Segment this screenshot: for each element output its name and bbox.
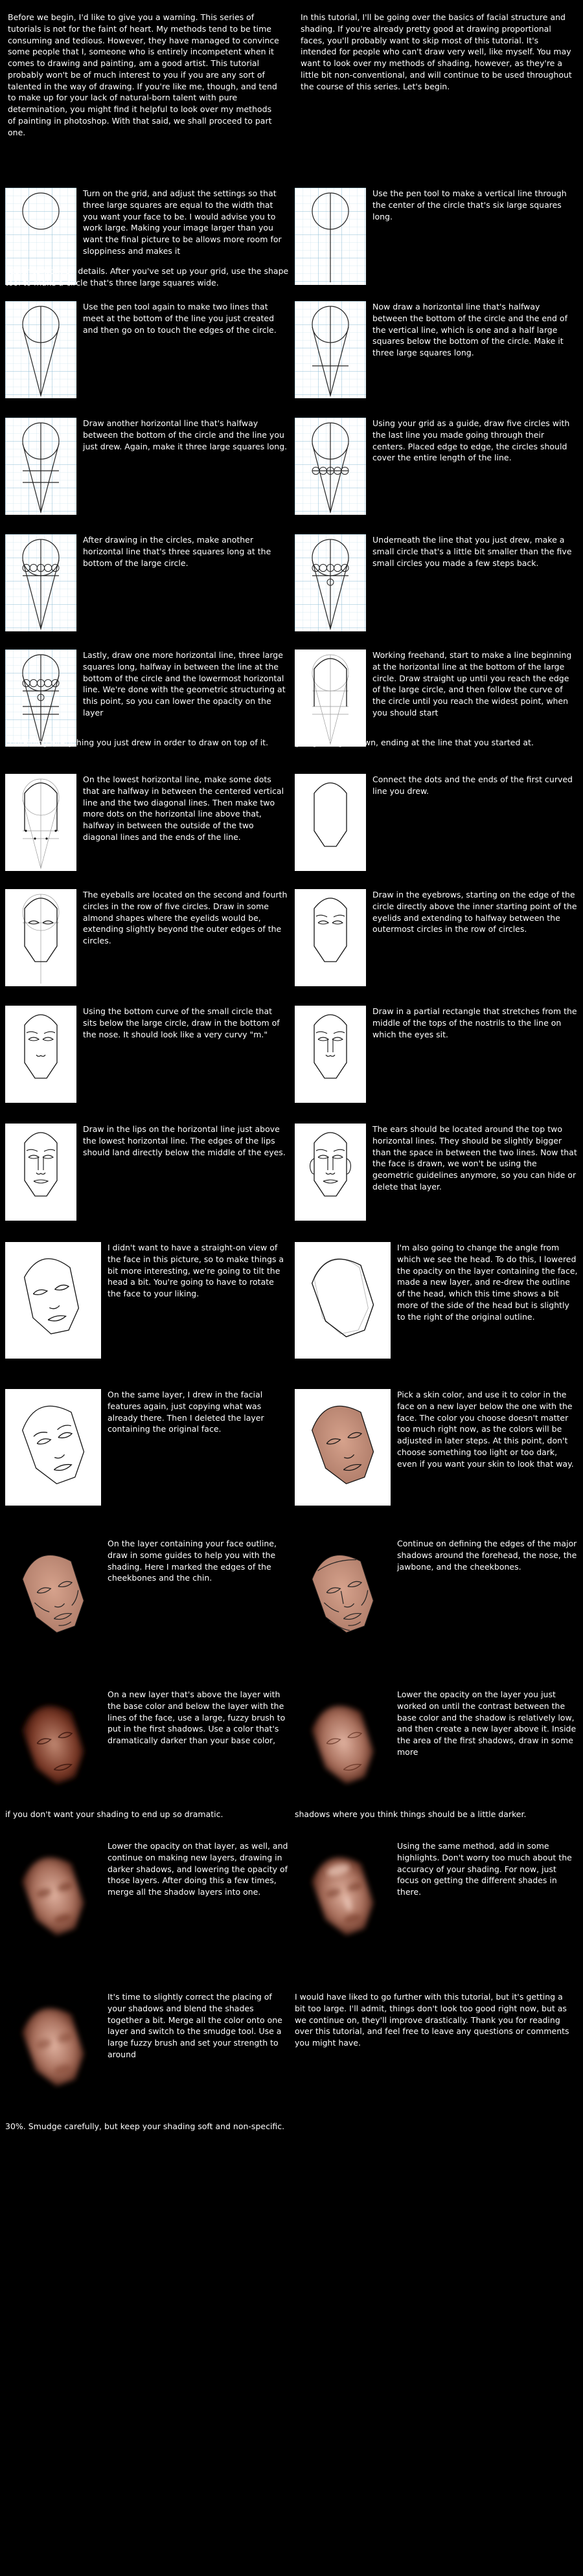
step-text: On a new layer that's above the layer with the base color and below the layer with the lines of the face, use a large, fuzzy brush to put in the first shadows. Use a color that's dramatically darker than your base color, <box>108 1689 286 1745</box>
step-9 <box>5 650 290 753</box>
step-27 <box>5 1840 290 1957</box>
step-16 <box>295 1006 580 1103</box>
step-2 <box>295 188 580 285</box>
step-text-overflow: 30%. Smudge carefully, but keep your shading soft and non-specific. <box>5 2121 285 2131</box>
step-11 <box>5 774 290 871</box>
step-text-overflow: if you don't want your shading to end up so dramatic. <box>5 1809 223 1819</box>
darker-shadows-figure <box>5 1840 101 1957</box>
intro-left: Before we begin, I'd like to give you a warning. This series of tutorials is not for the faint of heart. My methods tend to be time consuming and tedious. However, they have managed to convince some people that I, someone who is entirely incompetent when it comes to drawing and painting, am a good artist. This tutorial probably won't be of much interest to you if you are any sort of talented in the way of drawing. If you're like me, though, and tend to make up for your lack of natural-born talent with pure determination, you might find it helpful to look over my methods of painting in photoshop. With that said, we shall proceed to part one. <box>8 12 279 137</box>
horizontal-line-figure <box>295 301 366 398</box>
step-15 <box>5 1006 290 1103</box>
eyebrows-figure <box>295 889 366 986</box>
step-14 <box>295 889 580 986</box>
step-12 <box>295 774 580 871</box>
highlights-figure <box>295 1840 391 1957</box>
nose-bridge-figure <box>295 1006 366 1103</box>
circle-base-line-figure <box>5 534 76 631</box>
rotated-face-figure <box>5 1242 101 1359</box>
five-circles-figure <box>295 418 366 515</box>
step-text: I didn't want to have a straight-on view of the face in this picture, so to make things a bit more interesting, we're going to tilt the head a bit. You're going to have to rotate the face to your liking. <box>108 1243 284 1298</box>
step-text: Underneath the line that you just drew, make a small circle that's a little bit smaller than the five small circles you made a few steps back. <box>372 535 572 568</box>
step-18 <box>295 1124 580 1221</box>
step-24 <box>295 1538 580 1655</box>
step-28 <box>295 1840 580 1957</box>
step-3 <box>5 301 290 398</box>
step-text: Draw in the lips on the horizontal line just above the lowest horizontal line. The edges of the lips should land directly below the middle of the eyes. <box>83 1124 286 1157</box>
step-text: Working freehand, start to make a line beginning at the horizontal line at the bottom of the large circle. Draw straight up until you reach the edge of the large circle, and then follow the curve of the circle until you reach the widest point, when you should start <box>372 650 572 717</box>
skin-color-figure <box>295 1389 391 1506</box>
step-text: Using the same method, add in some highlights. Don't worry too much about the accuracy of your shading. For now, just focus on getting the different shades in there. <box>397 1841 572 1897</box>
step-4 <box>295 301 580 398</box>
step-23 <box>5 1538 290 1655</box>
step-text: Using the bottom curve of the small circle that sits below the large circle, draw in the bottom of the nose. It should look like a very curvy "m." <box>83 1006 280 1039</box>
jaw-dots-figure <box>5 774 76 871</box>
head-shape-figure <box>295 774 366 871</box>
step-text: Draw in the eyebrows, starting on the edge of the circle directly above the inner starting point of the eyelids and extending to halfway between the outermost circles in the row of circles. <box>372 890 577 934</box>
step-text: Now draw a horizontal line that's halfway between the bottom of the circle and the end of the vertical line, which is one and a half large squares below the bottom of the circle. Make it three large squares long. <box>372 302 567 357</box>
step-text: On the lowest horizontal line, make some dots that are halfway in between the centered vertical line and the two diagonal lines. Then make two more dots on the horizontal line above that, halfway in between the outside of the two diagonal lines and the ends of the line. <box>83 774 284 842</box>
step-text: Connect the dots and the ends of the first curved line you drew. <box>372 774 573 796</box>
intro-right: In this tutorial, I'll be going over the basics of facial structure and shading. If you're already pretty good at drawing proportional faces, you'll probably want to skip most of this tutorial. It's intended for people who can't draw very well, like myself. You may want to look over my methods of shading, however, as they're a little bit non-conventional, and will continue to be used throughout the course of this series. Let's begin. <box>301 12 572 91</box>
redrawn-features-figure <box>5 1389 101 1506</box>
step-25 <box>5 1689 290 1818</box>
nose-figure <box>5 1006 76 1103</box>
step-text-overflow: easier to work on details. After you've set up your grid, use the shape tool to make a circle that's three large squares wide. <box>5 266 289 288</box>
step-text: The ears should be located around the top two horizontal lines. They should be slightly bigger than the space in between the two lines. Now that the face is drawn, we won't be using the geometric guidelines anymore, so you can hide or delete that layer. <box>372 1124 577 1192</box>
vertical-line-figure <box>295 188 366 285</box>
angled-head-figure <box>295 1242 391 1359</box>
shading-guides-figure <box>5 1538 101 1655</box>
step-8 <box>295 534 580 631</box>
step-26 <box>295 1689 580 1818</box>
step-text: I'm also going to change the angle from which we see the head. To do this, I lowered the opacity on the layer containing the face, made a new layer, and re-drew the outline of the head, which this time shows a bit more of the side of the head but is slightly to the right of the original outline. <box>397 1243 578 1322</box>
step-text: Turn on the grid, and adjust the settings so that three large squares are equal to the width that you want your face to be. I would advise you to work large. Making your image larger than you want the final picture to be allows more room for sloppiness and makes it <box>83 188 282 256</box>
step-text-overflow: going straight down, ending at the line that you started at. <box>295 738 534 747</box>
step-6 <box>295 418 580 515</box>
step-text: Draw another horizontal line that's halfway between the bottom of the circle and the line you just drew. Again, make it three large squares long. <box>83 418 288 451</box>
head-outline-figure <box>295 650 366 747</box>
step-10 <box>295 650 580 753</box>
step-text: On the same layer, I drew in the facial features again, just copying what was already there. Then I deleted the layer containing the original face. <box>108 1390 264 1434</box>
step-19 <box>5 1242 290 1359</box>
smudged-face-figure <box>5 1991 101 2108</box>
step-text-overflow: containing everything you just drew in order to draw on top of it. <box>5 738 269 747</box>
eyes-figure <box>5 889 76 986</box>
full-guide-figure <box>5 650 76 747</box>
step-text-overflow: shadows where you think things should be a little darker. <box>295 1809 527 1819</box>
first-shadows-figure <box>5 1689 101 1805</box>
step-7 <box>5 534 290 631</box>
step-29 <box>5 1991 290 2160</box>
cone-figure <box>5 301 76 398</box>
step-text: Draw in a partial rectangle that stretches from the middle of the tops of the nostrils to the line on which the eyes sit. <box>372 1006 577 1039</box>
second-line-figure <box>5 418 76 515</box>
step-text: Lower the opacity on the layer you just worked on until the contrast between the base color and the shadow is relatively low, and then create a new layer above it. Inside the area of the first shadows, draw in some more <box>397 1689 577 1757</box>
step-21 <box>5 1389 290 1506</box>
step-text: The eyeballs are located on the second and fourth circles in the row of five circles. Draw in some almond shapes where the eyelids would be, extending slightly beyond the outer edges of the circles. <box>83 890 288 945</box>
step-text: Use the pen tool again to make two lines that meet at the bottom of the line you just created and then go on to touch the edges of the circle. <box>83 302 277 335</box>
step-17 <box>5 1124 290 1221</box>
step-text: Continue on defining the edges of the major shadows around the forehead, the nose, the jawbone, and the cheekbones. <box>397 1539 577 1572</box>
step-22 <box>295 1389 580 1506</box>
closing-text: I would have liked to go further with this tutorial, but it's getting a bit too large. I'll admit, things don't look too good right now, but as we continue on, they'll improve drastically. Thank you for reading over this tutorial, and feel free to leave any questions or comments you might have. <box>295 1992 569 2048</box>
step-text: Lastly, draw one more horizontal line, three large squares long, halfway in between the line at the bottom of the circle and the lowermost horizontal line. We're done with the geometric structuring at this point, so you can lower the opacity on the layer <box>83 650 286 717</box>
step-1 <box>5 188 290 288</box>
lips-figure <box>5 1124 76 1221</box>
step-5 <box>5 418 290 515</box>
step-text: It's time to slightly correct the placing of your shadows and blend the shades together a bit. Merge all the color onto one layer and switch to the smudge tool. Use a large fuzzy brush and set your strength to around <box>108 1992 282 2059</box>
step-20 <box>295 1242 580 1359</box>
step-text: Lower the opacity on that layer, as well, and continue on making new layers, drawing in darker shadows, and lowering the opacity of those layers. After doing this a few times, merge all the shadow layers into one. <box>108 1841 288 1897</box>
lowered-shadows-figure <box>295 1689 391 1805</box>
ears-figure <box>295 1124 366 1221</box>
step-text: Use the pen tool to make a vertical line through the center of the circle that's six large squares long. <box>372 188 567 221</box>
step-text: After drawing in the circles, make another horizontal line that's three squares long at the bottom of the large circle. <box>83 535 271 568</box>
step-13 <box>5 889 290 986</box>
step-text: Using your grid as a guide, draw five circles with the last line you made going through their centers. Placed edge to edge, the circles should cover the entire length of the line. <box>372 418 570 463</box>
step-text: On the layer containing your face outline, draw in some guides to help you with the shading. Here I marked the edges of the cheekbones and the chin. <box>108 1539 277 1583</box>
small-circle-figure <box>295 534 366 631</box>
major-shadows-figure <box>295 1538 391 1655</box>
step-text: Pick a skin color, and use it to color in the face on a new layer below the one with the face. The color you choose doesn't matter too much right now, as the colors will be adjusted in later steps. At this point, don't choose something too light or too dark, even if you want your skin to look that way. <box>397 1390 574 1469</box>
